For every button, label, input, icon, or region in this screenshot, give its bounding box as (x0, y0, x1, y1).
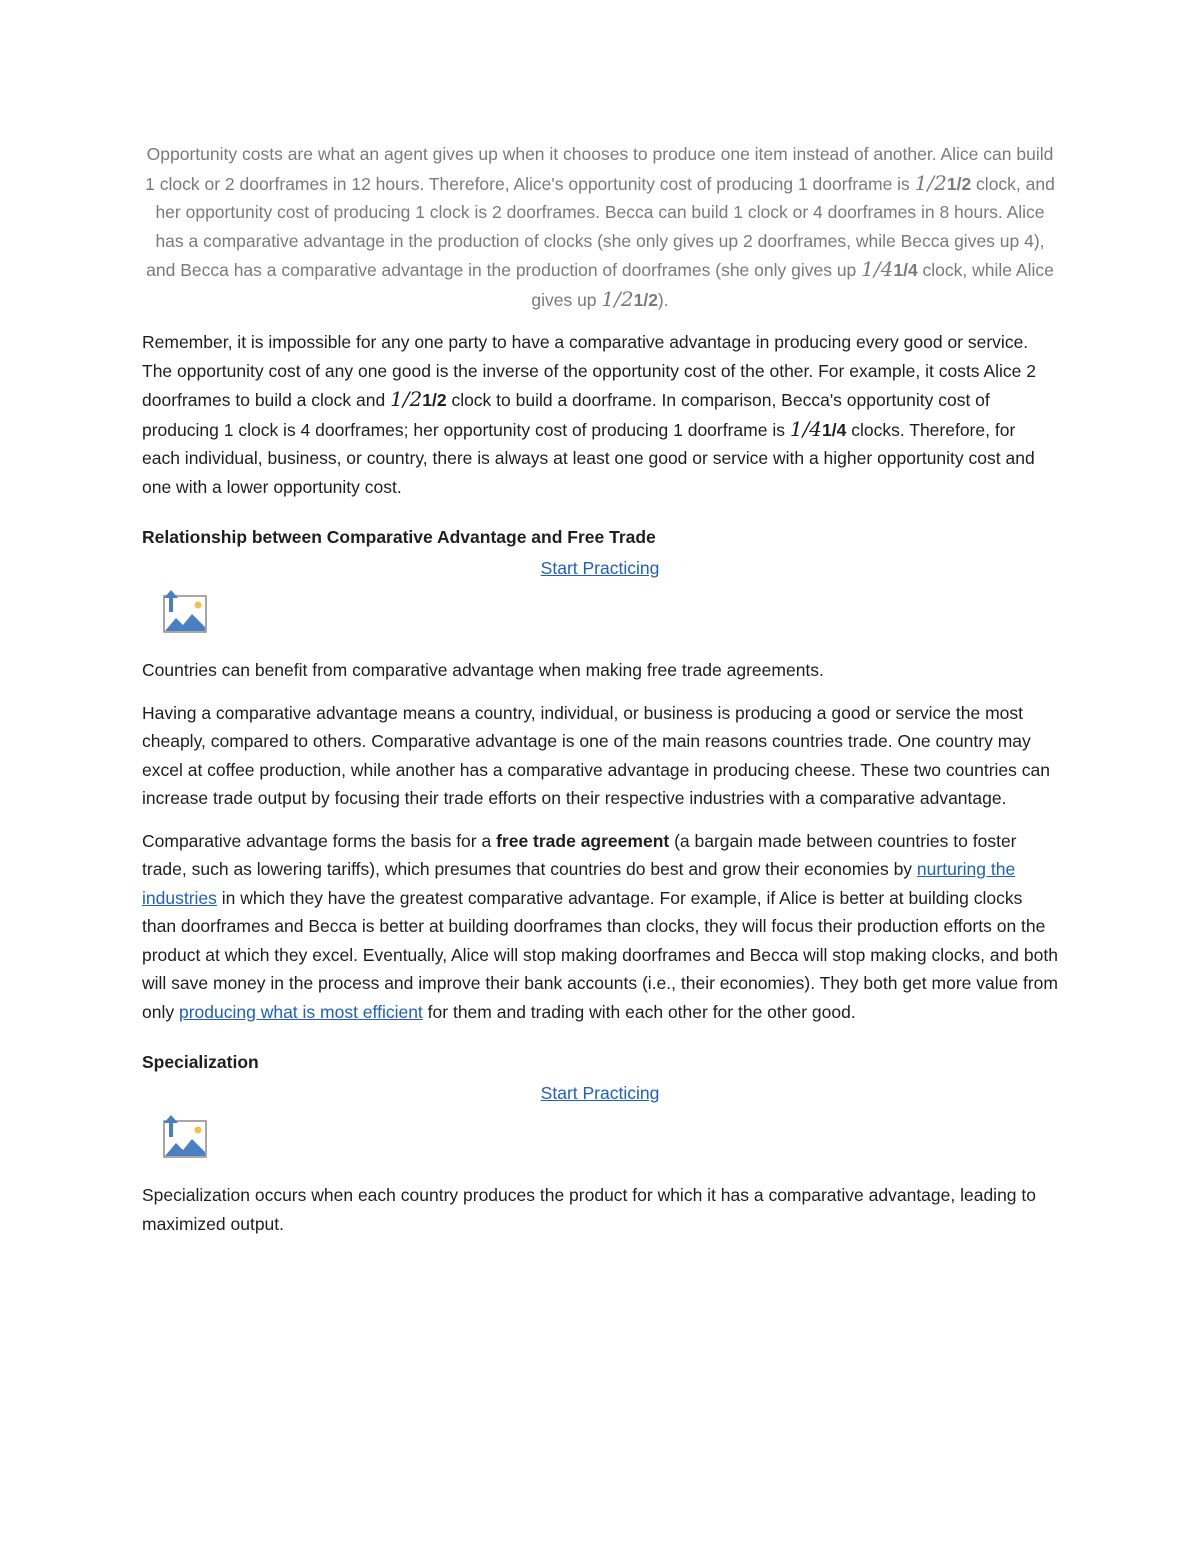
producing-efficient-link[interactable]: producing what is most efficient (178, 1001, 423, 1022)
document-page (142, 140, 1058, 1252)
paragraph-free-trade-agreement (142, 827, 1058, 1027)
fraction-one-half-plain: 1/2 (946, 173, 972, 194)
start-practicing-link[interactable]: Start Practicing (540, 1082, 660, 1103)
paragraph-text-1: Comparative advantage forms the basis for a (142, 830, 497, 851)
image-caption (142, 140, 1058, 314)
paragraph-specialization: Specialization occurs when each country produces the product for which it has a comparative advantage, leading to maximized output. (142, 1185, 1036, 1234)
fraction-one-half-plain: 1/2 (633, 289, 658, 310)
fraction-one-quarter: 1/4 (789, 416, 823, 441)
start-practicing-link[interactable]: Start Practicing (540, 557, 660, 578)
image-upload-icon (160, 588, 208, 634)
paragraph-comparative-advantage: Having a comparative advantage means a country, individual, or business is producing a good or service the most cheaply, compared to others. Comparative advantage is one of the main reasons countries trade. One country may excel at coffee production, while another has a comparative advantage in producing cheese. These two countries can increase trade output by focusing their trade efforts on their respective industries with a comparative advantage. (142, 702, 1050, 808)
caption-text-2: clock, and her opportunity cost of producing 1 clock is 2 doorframes. Becca can build 1 clock or 4 doorframes in 8 hours. Alice has a comparative advantage in the production of clocks (she only gives up 2 doorframes, while Becca gives up 4), and Becca has a comparative advantage in the production of doorframes (she only gives up (146, 173, 1055, 280)
image-upload-icon (160, 1113, 208, 1159)
fraction-one-quarter: 1/4 (861, 257, 894, 281)
paragraph-text-3: in which they have the greatest comparative advantage. For example, if Alice is better at building clocks than doorframes and Becca is better at building doorframes than clocks, they will focus their production efforts on the product at which they excel. Eventually, Alice will stop making doorframes and Becca will stop making clocks, and both will save money in the process and improve their bank accounts (i.e., their economies). They both get more value from only (142, 887, 1058, 1022)
fraction-one-half-plain: 1/2 (422, 390, 447, 410)
section-heading-free-trade: Relationship between Comparative Advantage and Free Trade (142, 527, 656, 547)
paragraph-free-trade-intro: Countries can benefit from comparative advantage when making free trade agreements. (142, 660, 824, 680)
section-heading-specialization: Specialization (142, 1052, 259, 1072)
image-placeholder (160, 588, 208, 634)
paragraph-text-2: clock to build a doorframe. In comparison, Becca's opportunity cost of producing 1 clock is 4 doorframes; her opportunity cost of producing 1 doorframe is (142, 390, 990, 440)
fraction-one-half: 1/2 (390, 387, 423, 411)
paragraph-text-4: for them and trading with each other for the other good. (422, 1001, 856, 1022)
nurturing-industries-link[interactable]: nurturing the industries (142, 859, 1016, 908)
caption-text-1: Opportunity costs are what an agent gives up when it chooses to produce one item instead of another. Alice can build 1 clock or 2 doorframes in 12 hours. Therefore, Alice's opportunity cost of producing 1 doorframe is (145, 144, 1054, 194)
paragraph-text-3: clocks. Therefore, for each individual, business, or country, there is always at least one good or service with a higher opportunity cost and one with a lower opportunity cost. (142, 419, 1035, 497)
fraction-one-quarter-plain: 1/4 (893, 260, 918, 280)
paragraph-remember (142, 328, 1058, 501)
caption-text-3: clock, while Alice gives up (531, 260, 1054, 310)
caption-text-4: ). (657, 289, 669, 310)
fraction-one-half: 1/2 (601, 286, 634, 311)
fraction-one-quarter-plain: 1/4 (822, 419, 847, 440)
paragraph-text-1: Remember, it is impossible for any one party to have a comparative advantage in producing every good or service. The opportunity cost of any one good is the inverse of the opportunity cost of the other. For example, it costs Alice 2 doorframes to build a clock and (142, 332, 1036, 410)
image-placeholder (160, 1113, 208, 1159)
fraction-one-half: 1/2 (914, 170, 947, 195)
paragraph-text-2: (a bargain made between countries to foster trade, such as lowering tariffs), which presumes that countries do best and grow their economies by (142, 830, 1017, 879)
bold-term: free trade agreement (496, 830, 670, 851)
